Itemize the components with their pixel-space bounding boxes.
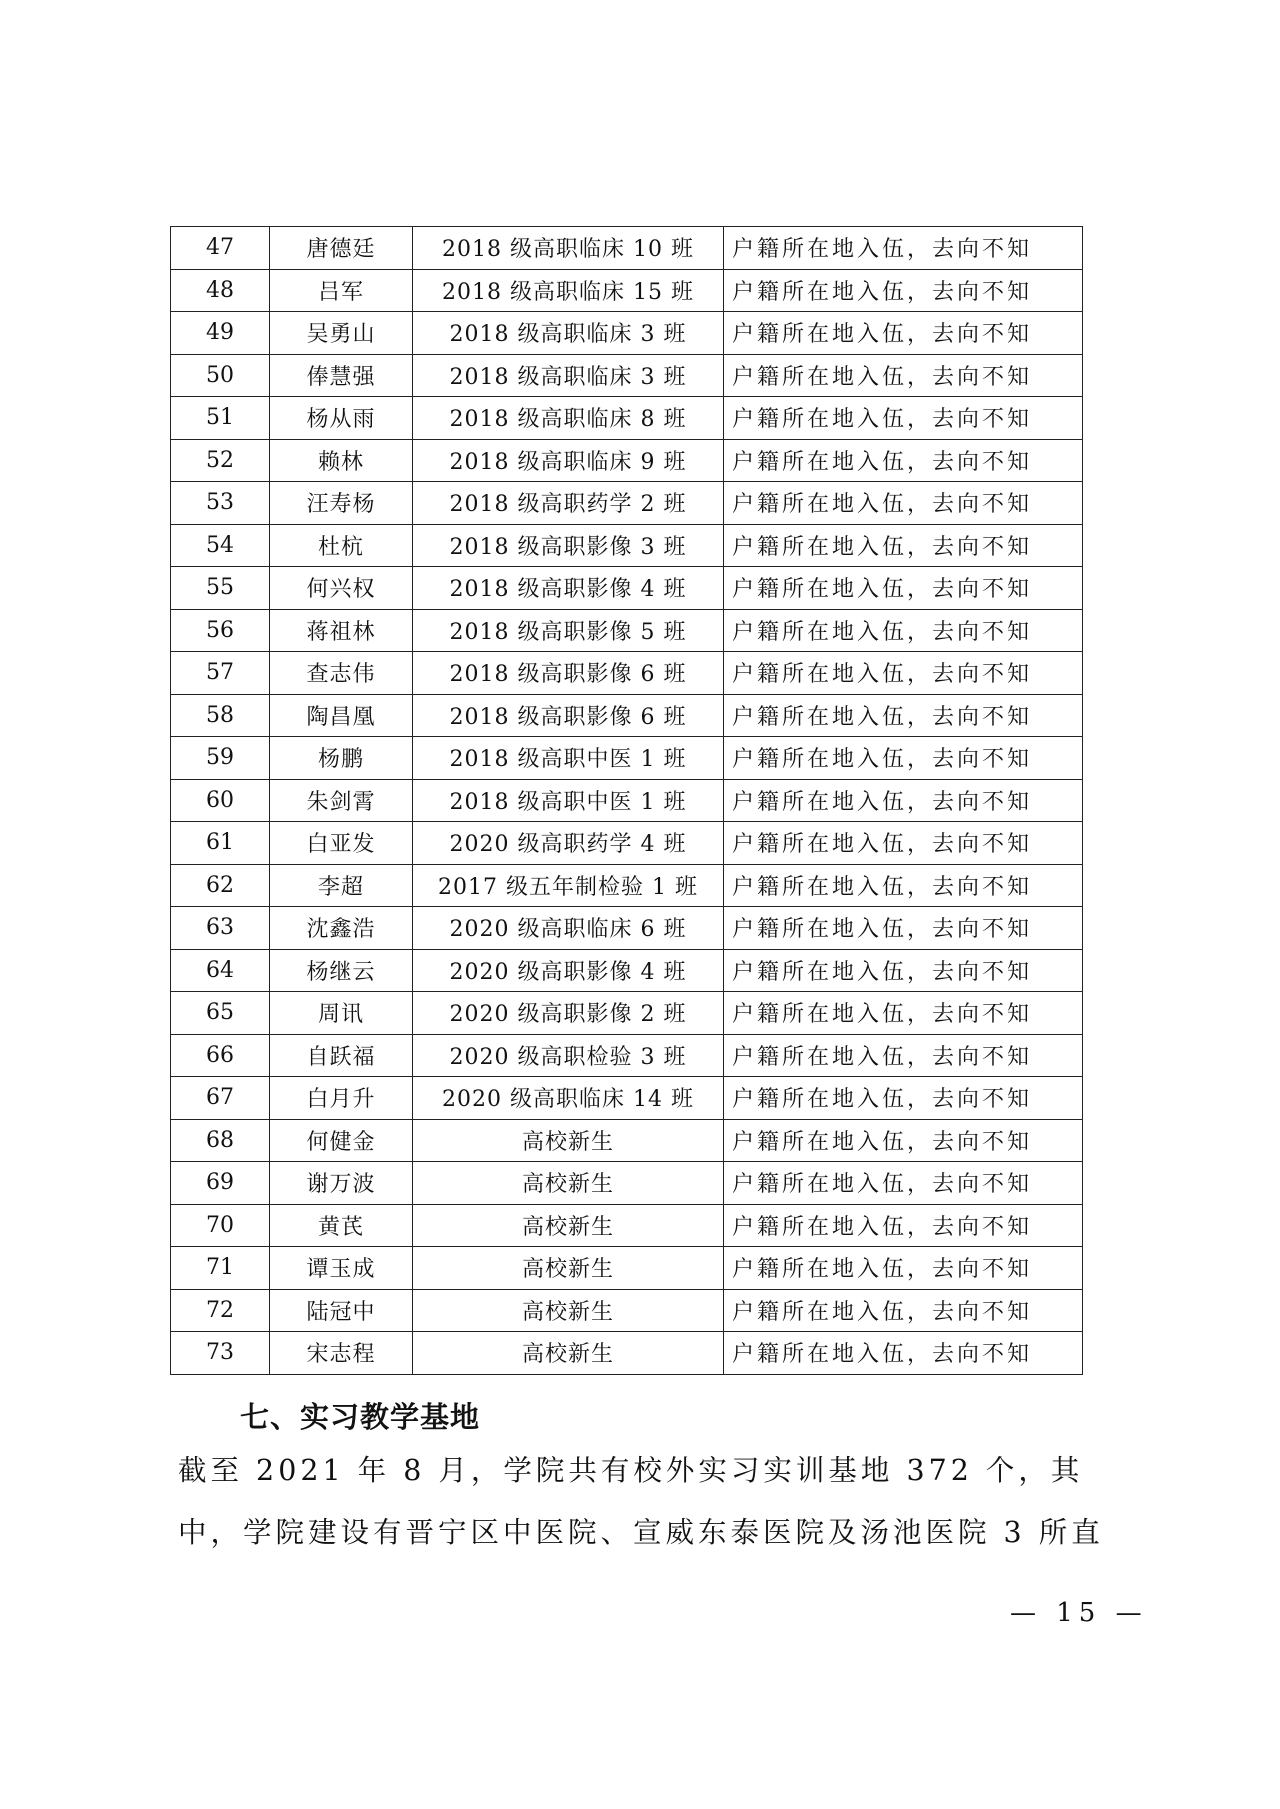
cell-number: 60 — [171, 779, 270, 822]
cell-name: 杨从雨 — [270, 397, 413, 440]
cell-number: 65 — [171, 992, 270, 1035]
cell-name: 谢万波 — [270, 1162, 413, 1205]
table-row — [171, 992, 1083, 1035]
page-number: — 15 — — [1010, 1598, 1148, 1628]
cell-name: 周讯 — [270, 992, 413, 1035]
cell-class: 高校新生 — [413, 1247, 724, 1290]
table-row — [171, 609, 1083, 652]
section-heading: 七、实习教学基地 — [240, 1400, 481, 1434]
cell-status: 户籍所在地入伍，去向不知 — [724, 694, 1083, 737]
table-row — [171, 779, 1083, 822]
cell-class: 2018 级高职影像 3 班 — [413, 524, 724, 567]
cell-number: 66 — [171, 1034, 270, 1077]
cell-number: 56 — [171, 609, 270, 652]
table-row — [171, 524, 1083, 567]
table-row — [171, 269, 1083, 312]
cell-class: 2020 级高职临床 14 班 — [413, 1077, 724, 1120]
table-row — [171, 1034, 1083, 1077]
cell-name: 沈鑫浩 — [270, 907, 413, 950]
cell-status: 户籍所在地入伍，去向不知 — [724, 1077, 1083, 1120]
cell-name: 汪寿杨 — [270, 482, 413, 525]
cell-status: 户籍所在地入伍，去向不知 — [724, 482, 1083, 525]
cell-class: 2018 级高职中医 1 班 — [413, 737, 724, 780]
cell-status: 户籍所在地入伍，去向不知 — [724, 1119, 1083, 1162]
cell-name: 黄芪 — [270, 1204, 413, 1247]
cell-class: 2020 级高职影像 2 班 — [413, 992, 724, 1035]
table-row — [171, 1332, 1083, 1375]
cell-class: 2018 级高职药学 2 班 — [413, 482, 724, 525]
cell-class: 高校新生 — [413, 1119, 724, 1162]
table-row — [171, 694, 1083, 737]
table-row — [171, 864, 1083, 907]
cell-class: 2018 级高职临床 8 班 — [413, 397, 724, 440]
cell-number: 53 — [171, 482, 270, 525]
cell-name: 谭玉成 — [270, 1247, 413, 1290]
cell-number: 67 — [171, 1077, 270, 1120]
cell-name: 宋志程 — [270, 1332, 413, 1375]
cell-status: 户籍所在地入伍，去向不知 — [724, 907, 1083, 950]
cell-class: 高校新生 — [413, 1289, 724, 1332]
table-row — [171, 439, 1083, 482]
table-row — [171, 907, 1083, 950]
cell-class: 2018 级高职影像 6 班 — [413, 652, 724, 695]
cell-name: 查志伟 — [270, 652, 413, 695]
cell-class: 2018 级高职临床 3 班 — [413, 312, 724, 355]
cell-number: 49 — [171, 312, 270, 355]
table-row — [171, 227, 1083, 270]
cell-name: 白亚发 — [270, 822, 413, 865]
cell-class: 2018 级高职影像 5 班 — [413, 609, 724, 652]
cell-name: 杨鹏 — [270, 737, 413, 780]
cell-number: 61 — [171, 822, 270, 865]
cell-name: 陆冠中 — [270, 1289, 413, 1332]
cell-class: 高校新生 — [413, 1332, 724, 1375]
table-row — [171, 737, 1083, 780]
table-row — [171, 1289, 1083, 1332]
cell-number: 51 — [171, 397, 270, 440]
cell-name: 赖林 — [270, 439, 413, 482]
table-row — [171, 1162, 1083, 1205]
cell-class: 2018 级高职临床 10 班 — [413, 227, 724, 270]
cell-number: 62 — [171, 864, 270, 907]
cell-status: 户籍所在地入伍，去向不知 — [724, 354, 1083, 397]
cell-status: 户籍所在地入伍，去向不知 — [724, 949, 1083, 992]
table-row — [171, 567, 1083, 610]
cell-name: 吴勇山 — [270, 312, 413, 355]
cell-class: 2018 级高职临床 3 班 — [413, 354, 724, 397]
cell-status: 户籍所在地入伍，去向不知 — [724, 992, 1083, 1035]
cell-number: 58 — [171, 694, 270, 737]
cell-name: 唐德廷 — [270, 227, 413, 270]
cell-name: 吕军 — [270, 269, 413, 312]
cell-status: 户籍所在地入伍，去向不知 — [724, 1289, 1083, 1332]
cell-number: 73 — [171, 1332, 270, 1375]
table-row — [171, 1247, 1083, 1290]
cell-status: 户籍所在地入伍，去向不知 — [724, 1204, 1083, 1247]
enlistment-table-body — [171, 227, 1083, 1375]
cell-name: 陶昌凰 — [270, 694, 413, 737]
cell-class: 2020 级高职药学 4 班 — [413, 822, 724, 865]
cell-name: 朱剑霄 — [270, 779, 413, 822]
table-row — [171, 1204, 1083, 1247]
cell-number: 50 — [171, 354, 270, 397]
cell-status: 户籍所在地入伍，去向不知 — [724, 779, 1083, 822]
cell-status: 户籍所在地入伍，去向不知 — [724, 1247, 1083, 1290]
body-paragraph: 截至 2021 年 8 月，学院共有校外实习实训基地 372 个，其中，学院建设有晋宁区中医院、宣威东泰医院及汤池医院 3 所直 — [178, 1454, 1104, 1549]
cell-class: 2020 级高职检验 3 班 — [413, 1034, 724, 1077]
cell-number: 63 — [171, 907, 270, 950]
cell-class: 2018 级高职中医 1 班 — [413, 779, 724, 822]
cell-number: 52 — [171, 439, 270, 482]
table-row — [171, 949, 1083, 992]
cell-status: 户籍所在地入伍，去向不知 — [724, 609, 1083, 652]
table-row — [171, 312, 1083, 355]
cell-number: 54 — [171, 524, 270, 567]
cell-class: 高校新生 — [413, 1204, 724, 1247]
cell-number: 48 — [171, 269, 270, 312]
table-row — [171, 652, 1083, 695]
cell-name: 李超 — [270, 864, 413, 907]
cell-status: 户籍所在地入伍，去向不知 — [724, 397, 1083, 440]
cell-name: 自跃福 — [270, 1034, 413, 1077]
cell-status: 户籍所在地入伍，去向不知 — [724, 269, 1083, 312]
cell-class: 2018 级高职临床 9 班 — [413, 439, 724, 482]
table-row — [171, 354, 1083, 397]
cell-number: 72 — [171, 1289, 270, 1332]
cell-name: 杨继云 — [270, 949, 413, 992]
cell-number: 47 — [171, 227, 270, 270]
cell-status: 户籍所在地入伍，去向不知 — [724, 1332, 1083, 1375]
cell-name: 何健金 — [270, 1119, 413, 1162]
table-row — [171, 822, 1083, 865]
cell-status: 户籍所在地入伍，去向不知 — [724, 312, 1083, 355]
cell-class: 2018 级高职临床 15 班 — [413, 269, 724, 312]
cell-number: 55 — [171, 567, 270, 610]
cell-status: 户籍所在地入伍，去向不知 — [724, 822, 1083, 865]
cell-class: 2018 级高职影像 4 班 — [413, 567, 724, 610]
table-row — [171, 1077, 1083, 1120]
cell-name: 蒋祖林 — [270, 609, 413, 652]
cell-name: 杜杭 — [270, 524, 413, 567]
cell-number: 68 — [171, 1119, 270, 1162]
table-row — [171, 482, 1083, 525]
cell-number: 64 — [171, 949, 270, 992]
cell-class: 2017 级五年制检验 1 班 — [413, 864, 724, 907]
table-row — [171, 397, 1083, 440]
cell-status: 户籍所在地入伍，去向不知 — [724, 524, 1083, 567]
cell-status: 户籍所在地入伍，去向不知 — [724, 439, 1083, 482]
cell-status: 户籍所在地入伍，去向不知 — [724, 864, 1083, 907]
cell-number: 71 — [171, 1247, 270, 1290]
cell-number: 59 — [171, 737, 270, 780]
cell-status: 户籍所在地入伍，去向不知 — [724, 737, 1083, 780]
enlistment-table — [170, 226, 1083, 1375]
cell-status: 户籍所在地入伍，去向不知 — [724, 1034, 1083, 1077]
cell-name: 何兴权 — [270, 567, 413, 610]
cell-class: 2018 级高职影像 6 班 — [413, 694, 724, 737]
cell-number: 70 — [171, 1204, 270, 1247]
cell-number: 69 — [171, 1162, 270, 1205]
cell-name: 俸慧强 — [270, 354, 413, 397]
cell-class: 2020 级高职临床 6 班 — [413, 907, 724, 950]
cell-status: 户籍所在地入伍，去向不知 — [724, 227, 1083, 270]
cell-class: 高校新生 — [413, 1162, 724, 1205]
cell-name: 白月升 — [270, 1077, 413, 1120]
cell-status: 户籍所在地入伍，去向不知 — [724, 652, 1083, 695]
cell-class: 2020 级高职影像 4 班 — [413, 949, 724, 992]
cell-number: 57 — [171, 652, 270, 695]
cell-status: 户籍所在地入伍，去向不知 — [724, 1162, 1083, 1205]
table-row — [171, 1119, 1083, 1162]
cell-status: 户籍所在地入伍，去向不知 — [724, 567, 1083, 610]
